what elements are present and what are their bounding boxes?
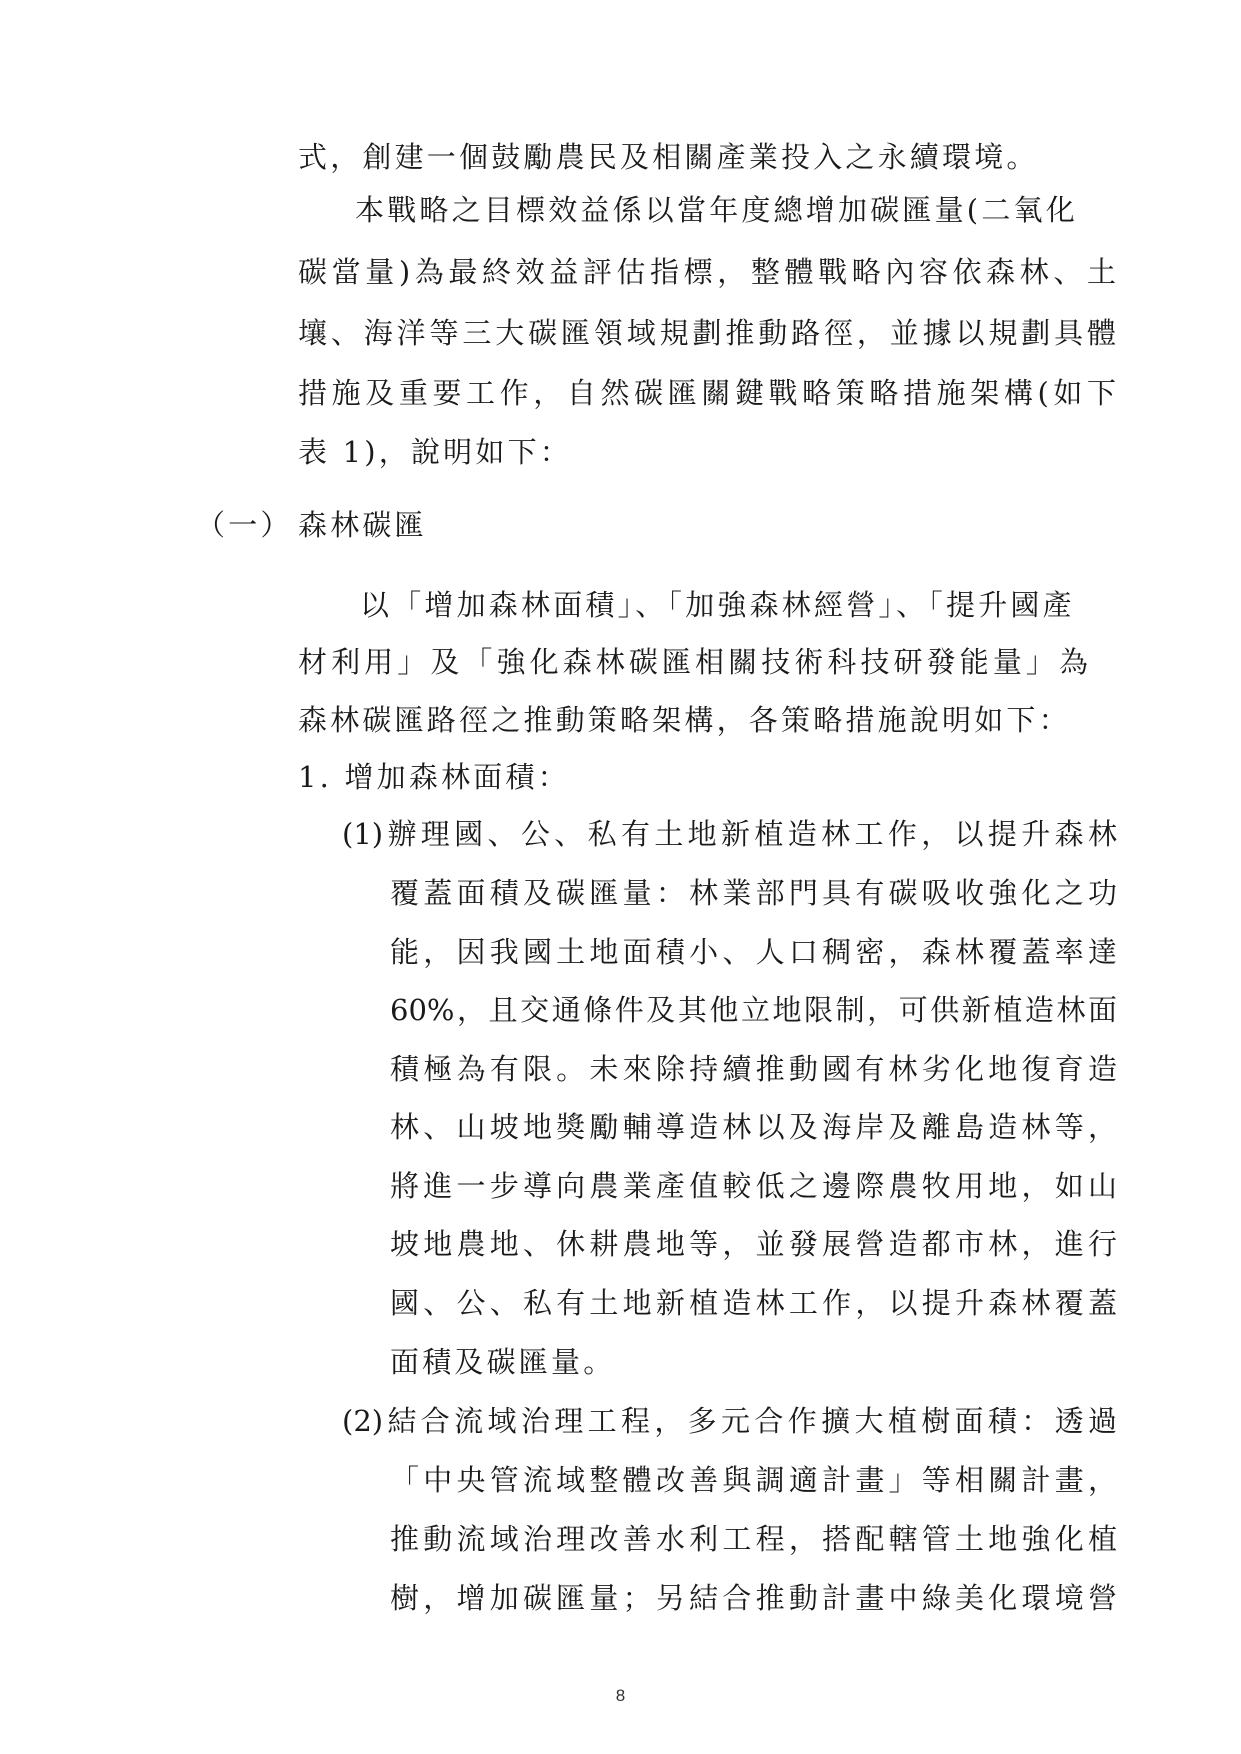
section-intro-line: 以「增加森林面積」、「加強森林經營」、「提升國產	[360, 588, 1075, 622]
sub-item-line: (2)結合流域治理工程，多元合作擴大植樹面積：透過	[342, 1404, 1117, 1438]
sub-item-line: (1)辦理國、公、私有土地新植造林工作，以提升森林	[342, 817, 1117, 851]
section-title: 森林碳匯	[298, 508, 427, 542]
sub-item-line: 能，因我國土地面積小、人口稠密，森林覆蓋率達	[390, 935, 1117, 969]
sub-item-line: 面積及碳匯量。	[390, 1345, 616, 1379]
sub-item-line: 「中央管流域整體改善與調適計畫」等相關計畫，	[390, 1463, 1117, 1497]
sub-item-line: 坡地農地、休耕農地等，並發展營造都市林，進行	[390, 1227, 1117, 1261]
paragraph-line: 式，創建一個鼓勵農民及相關產業投入之永續環境。	[298, 140, 1039, 174]
sub-item-line: 積極為有限。未來除持續推動國有林劣化地復育造	[390, 1052, 1117, 1086]
sub-item-line: 林、山坡地獎勵輔導造林以及海岸及離島造林等，	[390, 1110, 1117, 1144]
section-intro-line: 材利用」及「強化森林碳匯相關技術科技研發能量」為	[298, 645, 1088, 679]
sub-item-line: 60%，且交通條件及其他立地限制，可供新植造林面	[390, 993, 1117, 1027]
paragraph-line: 本戰略之目標效益係以當年度總增加碳匯量(二氧化	[355, 193, 1078, 227]
section-marker: （一）	[196, 508, 293, 542]
page-number: 8	[615, 1686, 626, 1705]
sub-item-line: 國、公、私有土地新植造林工作，以提升森林覆蓋	[390, 1286, 1117, 1320]
paragraph-line: 表 1)，說明如下：	[298, 435, 572, 469]
sub-item-line: 樹，增加碳匯量；另結合推動計畫中綠美化環境營	[390, 1581, 1117, 1615]
sub-item-line: 覆蓋面積及碳匯量：林業部門具有碳吸收強化之功	[390, 876, 1117, 910]
section-intro-line: 森林碳匯路徑之推動策略架構，各策略措施說明如下：	[298, 703, 1071, 737]
sub-item-line: 推動流域治理改善水利工程，搭配轄管土地強化植	[390, 1522, 1117, 1556]
paragraph-line: 壤、海洋等三大碳匯領域規劃推動路徑，並據以規劃具體	[298, 316, 1116, 350]
paragraph-line: 碳當量)為最終效益評估指標，整體戰略內容依森林、土	[298, 255, 1116, 289]
sub-item-line: 將進一步導向農業產值較低之邊際農牧用地，如山	[390, 1169, 1117, 1203]
item-heading: 1. 增加森林面積：	[298, 760, 570, 794]
paragraph-line: 措施及重要工作，自然碳匯關鍵戰略策略措施架構(如下	[298, 376, 1116, 410]
